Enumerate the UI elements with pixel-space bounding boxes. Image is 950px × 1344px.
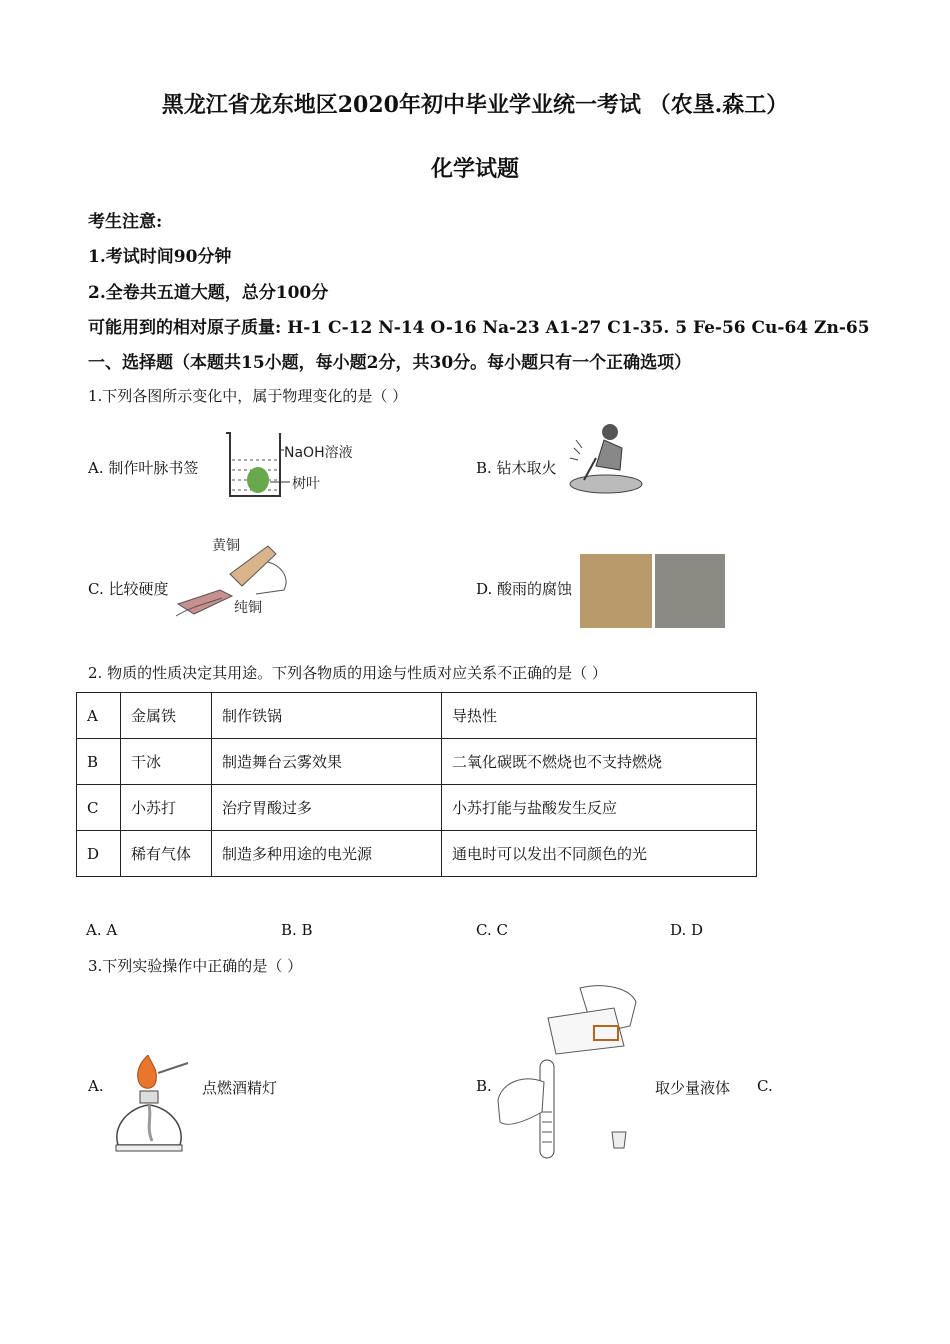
notice-item-1: 1.考试时间90分钟 bbox=[88, 247, 232, 267]
property-use-table bbox=[76, 692, 757, 877]
statue-photo-2 bbox=[655, 554, 725, 628]
table-cell: 通电时可以发出不同颜色的光 bbox=[442, 831, 757, 877]
beaker-leaf-figure bbox=[222, 430, 362, 500]
notice-item-2: 2.全卷共五道大题，总分100分 bbox=[88, 283, 329, 303]
figure-label-leaf: 树叶 bbox=[292, 476, 320, 492]
figure-label-copper: 纯铜 bbox=[234, 600, 262, 616]
hardness-compare-figure bbox=[172, 532, 300, 622]
atomic-masses: 可能用到的相对原子质量: H-1 C-12 N-14 O-16 Na-23 A1-27 C1-35. 5 Fe-56 Cu-64 Zn-65 bbox=[88, 318, 870, 338]
table-cell: A bbox=[77, 693, 121, 739]
q1-option-b: B. 钻木取火 bbox=[476, 459, 557, 477]
table-cell: 治疗胃酸过多 bbox=[212, 785, 442, 831]
question-3-stem: 3.下列实验操作中正确的是（ ） bbox=[88, 957, 303, 975]
liquid-pouring-figure bbox=[494, 982, 644, 1162]
table-cell: 制造多种用途的电光源 bbox=[212, 831, 442, 877]
q3-option-a-prefix: A. bbox=[88, 1077, 104, 1095]
table-cell: 制作铁锅 bbox=[212, 693, 442, 739]
q1-option-d: D. 酸雨的腐蚀 bbox=[476, 580, 573, 598]
q1-option-a: A. 制作叶脉书签 bbox=[88, 459, 199, 477]
table-cell: 干冰 bbox=[121, 739, 212, 785]
q2-option-c: C. C bbox=[476, 921, 508, 939]
alcohol-lamp-figure bbox=[108, 1055, 200, 1161]
table-cell: 二氧化碳既不燃烧也不支持燃烧 bbox=[442, 739, 757, 785]
q3-option-c-prefix: C. bbox=[757, 1077, 773, 1095]
table-cell: 小苏打 bbox=[121, 785, 212, 831]
q2-option-d: D. D bbox=[670, 921, 704, 939]
q3-option-a-text: 点燃酒精灯 bbox=[202, 1079, 278, 1097]
table-cell: 小苏打能与盐酸发生反应 bbox=[442, 785, 757, 831]
q3-option-b-text: 取少量液体 bbox=[655, 1079, 731, 1097]
statue-photo-1 bbox=[580, 554, 652, 628]
table-cell: C bbox=[77, 785, 121, 831]
table-cell: 导热性 bbox=[442, 693, 757, 739]
q2-option-b: B. B bbox=[281, 921, 313, 939]
table-row bbox=[77, 831, 757, 877]
notice-heading: 考生注意: bbox=[88, 212, 163, 232]
figure-label-brass: 黄铜 bbox=[212, 538, 240, 554]
table-row bbox=[77, 693, 757, 739]
figure-label-naoh: NaOH溶液 bbox=[284, 445, 353, 461]
q1-option-c: C. 比较硬度 bbox=[88, 580, 169, 598]
table-row bbox=[77, 739, 757, 785]
q2-option-a: A. A bbox=[86, 921, 118, 939]
table-cell: D bbox=[77, 831, 121, 877]
table-cell: 金属铁 bbox=[121, 693, 212, 739]
table-cell: B bbox=[77, 739, 121, 785]
table-row bbox=[77, 785, 757, 831]
table-cell: 制造舞台云雾效果 bbox=[212, 739, 442, 785]
section-heading: 一、选择题（本题共15小题，每小题2分，共30分。每小题只有一个正确选项） bbox=[88, 353, 692, 373]
q3-option-b-prefix: B. bbox=[476, 1077, 492, 1095]
page-subtitle: 化学试题 bbox=[430, 156, 519, 182]
question-1-stem: 1.下列各图所示变化中，属于物理变化的是（ ） bbox=[88, 387, 408, 405]
question-2-stem: 2. 物质的性质决定其用途。下列各物质的用途与性质对应关系不正确的是（ ） bbox=[88, 664, 607, 682]
drilling-fire-figure bbox=[566, 418, 650, 498]
table-cell: 稀有气体 bbox=[121, 831, 212, 877]
page-title: 黑龙江省龙东地区2020年初中毕业学业统一考试 （农垦.森工） bbox=[161, 92, 789, 118]
